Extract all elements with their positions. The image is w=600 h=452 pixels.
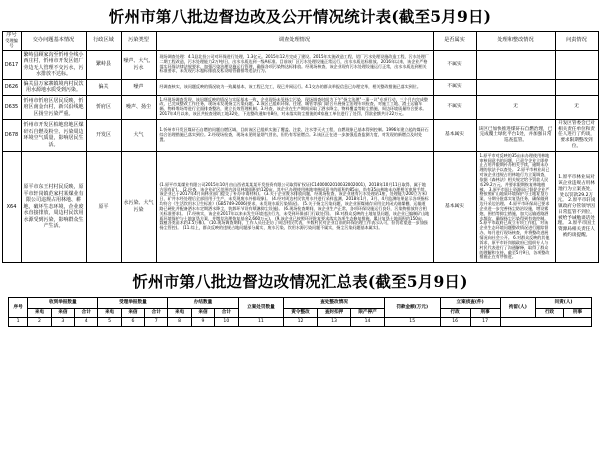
- header-rectification: 处理和整改情况: [476, 32, 555, 51]
- row-rectification: [476, 79, 555, 95]
- row-is-true: 不属实: [433, 95, 476, 119]
- row-pollution-type: 大气: [121, 120, 156, 152]
- row-no: D626: [2, 79, 21, 95]
- row-region: 原平: [86, 151, 121, 263]
- row-investigation: 经调查核实，该问题反映的情况较为一致属基本，该工程已完工，现已并网运行。4.1交办的群众举报信息已办理完毕，相关整改措施已落实到位。: [156, 79, 433, 95]
- row-pollution-type: 噪声、扬尘: [121, 95, 156, 119]
- row-pollution-type: 水污染、大气污染: [121, 151, 156, 263]
- summary-index-cell: 14: [351, 318, 385, 327]
- row-region: 繁峙县: [86, 50, 121, 79]
- header-no: [2, 32, 21, 51]
- row-case-info: 忻州市开发区柏地窑地区煤矸石自燃及粉尘、污染周边环境空气质量，影响居民生活。: [21, 120, 86, 152]
- statistics-table: [2, 31, 599, 263]
- table-row: [2, 79, 598, 95]
- row-rectification: 无: [476, 95, 555, 119]
- summary-sub-completed-total: 合计: [215, 309, 238, 318]
- header-pollution-type: 污染类型: [121, 32, 156, 51]
- summary-sub-accepted-call: 来电: [98, 309, 121, 318]
- summary-header-fine-amount: 罚款金额(万元): [384, 298, 440, 318]
- row-no: D635: [2, 95, 21, 119]
- summary-sub-production-limit: 限产停产: [351, 309, 385, 318]
- row-case-info: 繁峙县顾家沟至忻州全线小西庄村，忻州市开发区铝厂旁边无人管理不交污水，污水排放不达标。: [21, 50, 86, 79]
- summary-index-cell: 2: [28, 318, 51, 327]
- row-region: 偏关: [86, 79, 121, 95]
- row-investigation: (1.原平市某煤业有限公司2015年10月由山西省某某某开发投资有限公司取得矿权证(C1400002010032002001)，2018年10月11日取得、属于地方国有矿)。 (2.经查，该企业矿区范围内涉及林地面积约120亩，其中已办理使用林地审核同意书的面积约85亩，尚有35亩林地未办理相关审批手续，该企业已于2017年4月向林业部门提交了补办申请材料)。 (3.关于企业废水排放问题，经现场检查，该企业建有污水处理站1座，处理能力200立方米/日，矿井水经处理后全部回用于生产，未发现废水外排现象)。 (4.经对周边村民饮用水井进行采样监测，2018年1月、3月、4月监测结果显示各项指标均符合《生活饮用水卫生标准》(GB5749-2006)要求，未发现水质污染情况)。 (5.关于扬尘污染问题，该企业原煤储存采用全封闭式储煤棚，运输道路已硬化并配备洒水车定期洒水降尘，装卸环节设有喷淋抑尘设施)。 (6.现场检查期间，该企业生产正常，各项环保设施运行良好，污染物排放符合相关标准要求)。 (7.经核实，该企业2017年以来未发生环境违法行为，未受到环保部门行政处罚)。 (8.对群众反映的土地复垦问题，该企业已编制矿山地质环境保护与土地复垦方案，并缴存治理恢复基金2,660万元)。 (9.该企业已按照环评批复要求落实各项生态修复措施，累计复垦土地面积约150亩，栽植各类苗木约3.5万株)。 (10.现场调查期间，工作人员还走访了周边村民代表，多数村民对企业目前的环保治理工作表示认可，但仍希望进一步加强扬尘管控)。 (11.综上，群众反映的违规占地问题部分属实，废水污染、饮用水源污染问题不属实，扬尘污染问题基本属实)。: [156, 151, 433, 263]
- summary-index-cell: 9: [191, 318, 214, 327]
- row-no: D678: [2, 120, 21, 152]
- summary-header-penalty-count: 立案处罚数量: [238, 298, 284, 318]
- summary-sub-accepted-total: 合计: [145, 309, 168, 318]
- summary-index-cell: 17: [470, 318, 500, 327]
- summary-sub-accountability-administrative: 行政: [536, 309, 564, 318]
- summary-sub-received-total: 合计: [75, 309, 98, 318]
- row-is-true: 不属实: [433, 50, 476, 79]
- summary-index-cell: 8: [168, 318, 191, 327]
- summary-header-completed: 办结数量: [168, 298, 238, 309]
- row-investigation: 1.经现场调查发现，该问题反映的情况与实际基本一致，企业现场未见扬尘污染，现场调查时间为下午"扬尘治理"一事一议"专项行动，三个月内完成整改，已完成整改工作任务，现场未发现扬尘污染问题。2.该区已组织环保、住建、城管等部门联合开展扬尘治理专项检查，对施工工地、渣土运输车辆、物料堆场等进行全面排查整治，建立长效管理机制。3.经查，该企业在生产期间采取了洒水降尘、物料覆盖等防尘措施，周边环境质量符合要求。2017年4月以来，该区共检查建筑工地32处，下达整改通知书8份，对未落实防尘措施的4家施工单位进行了处罚，罚款金额共计22万元。: [156, 95, 433, 119]
- header-region: 行政区域: [86, 32, 121, 51]
- table-row: [2, 95, 598, 119]
- summary-header-case-filing: 立案侦查(件): [440, 298, 500, 309]
- row-region: 开发区: [86, 120, 121, 152]
- page-title-1: 忻州市第八批边督边改及公开情况统计表(截至5月9日): [108, 7, 492, 26]
- summary-index-cell: 12: [284, 318, 318, 327]
- row-no: D617: [2, 50, 21, 79]
- summary-sub-seized: 查封扣押: [317, 309, 351, 318]
- row-region: 忻府区: [86, 95, 121, 119]
- table-header-row: [2, 32, 598, 51]
- row-no: X64: [2, 151, 21, 263]
- header-is-true: 是否属实: [433, 32, 476, 51]
- row-is-true: 基本属实: [433, 151, 476, 263]
- summary-index-cell: 7: [145, 318, 168, 327]
- summary-index-cell: 5: [98, 318, 121, 327]
- row-accountability: [555, 79, 598, 95]
- table-row: [2, 151, 598, 263]
- summary-header-accepted: 受理举报数量: [98, 298, 168, 309]
- summary-sub-accountability-criminal: 刑事: [564, 309, 592, 318]
- header-case-info: 交办问题基本情况: [21, 32, 86, 51]
- header-investigation: 调查处理情况: [156, 32, 433, 51]
- summary-index-cell: 10: [215, 318, 238, 327]
- row-rectification: [476, 50, 555, 79]
- summary-index-cell: 16: [440, 318, 470, 327]
- row-investigation: 1.忻州市开发区煤矸石自燃的问题自燃区域，目前该区已组织实施了覆盖、注浆、注水等灭火工程，自燃现象已基本得到控制。1996年建立起的煤矸石综合治理措施已落实到位。2.经现场检查，现场未见明显烟气冒出，但仍有零星燃点。3.该区正在进一步加强巡查监测力度，对发现的新燃点及时处置。: [156, 120, 433, 152]
- row-is-true: 不属实: [433, 79, 476, 95]
- row-accountability: 1.原平市林业局对该企业违规占用林地行为立案查处，处以罚款29.2万元。 2.原平市轩岗镇政府分管领导因日常监管不到位，被给予诫勉谈话处理。 3.原平市国土资源局相关责任人被约谈提醒。: [555, 151, 598, 263]
- summary-sub-received-letter: 来信: [51, 309, 74, 318]
- summary-sub-completed-letter: 来信: [191, 309, 214, 318]
- summary-sub-criminal: 刑事: [470, 309, 500, 318]
- row-case-info: 忻州市忻府区居民反映，忻府区南金台村，新兴沿线地区扬尘污染严重。: [21, 95, 86, 119]
- summary-sub-ordered-rectify: 责令整改: [284, 309, 318, 318]
- summary-header-no: 序号: [9, 298, 28, 318]
- summary-index-row: [9, 318, 592, 327]
- summary-index-cell: 6: [121, 318, 144, 327]
- row-rectification: 该区已加快推进煤矸石自燃治理，已完成覆土绿化平台1处，并加强日常巡查监管。: [476, 120, 555, 152]
- summary-sub-administrative: 行政: [440, 309, 470, 318]
- summary-index-cell: 4: [75, 318, 98, 327]
- summary-sub-accepted-letter: 来信: [121, 309, 144, 318]
- summary-sub-completed-call: 来电: [168, 309, 191, 318]
- summary-index-cell: 15: [384, 318, 440, 327]
- summary-header-received: 收到举报数量: [28, 298, 98, 309]
- row-pollution-type: 噪声、大气、污水: [121, 50, 156, 79]
- summary-index-cell: 1: [9, 318, 28, 327]
- row-rectification: 1.原平市对反映的35亩未办理使用林地审核同意书的问题，已责令企业立即停止占用并限期补办相关手续，逾期未办理的依法予以查处。 2.原平市林业局已对该企业违规占用林地行为立案调查，依据《森林法》相关规定给予罚款人民币29.2万元，并要求限期恢复林地植被。 3.原平市国土资源局已督促企业严格按照矿山地质环境保护与土地复垦方案，分期分批落实复垦任务，确保做到边开采边治理。 4.原平市环保局已要求企业进一步完善扬尘防治设施，增设雾炮、围挡等抑尘措施，加大运输道路洒水频次，确保扬尘污染得到有效控制。 5.原平市政府已成立专项工作组，对该企业生态环境问题整改情况进行跟踪督办，每月进行现场核查，并将整改进展情况向社会公开。 6.对群众反映的其他诉求，原平市轩岗镇政府已组织专人与村民代表进行了沟通解释，取得了群众的理解和支持。截至5月9日，各项整改措施正在有序推进。: [476, 151, 555, 263]
- row-case-info: 原平市东王村村民反映，原平市轩岗镇范家村某煤业有限公司违规占用林地、耕地，破坏生态环境，企业废水直接排放，周边村民饮用水源受到污染，影响群众生产生活。: [21, 151, 86, 263]
- row-investigation: 现场调查处理：4.1县北投公司对环保进行处理，1.3亿元。2015年12月完成了建设。2015年实施改造工程，铝厂污水处理设施改造工程，污水处理厂二期工程改造，污水处理能力2万吨/日，出水水质达到一级A标准。目前该厂区污水处理设施正常运行，出水水质达标排放。2016年以来，该企业严格落实环保法律法规要求，加强污染治理设施运行管理，确保各项污染物达标排放。经现场核查，该企业现有污水处理设施运行正常，出水水质达到相关标准要求，未发现污水超标排放及私设暗管偷排等违法行为。: [156, 50, 433, 79]
- summary-group-header-row: [9, 298, 592, 309]
- row-is-true: 基本属实: [433, 120, 476, 152]
- summary-index-cell: 11: [238, 318, 284, 327]
- row-accountability: [555, 50, 598, 79]
- header-accountability: 问责情况: [555, 32, 598, 51]
- table-row: [2, 50, 598, 79]
- row-pollution-type: 噪声: [121, 79, 156, 95]
- page-title-2: 忻州市第八批边督边改情况汇总表(截至5月9日): [132, 272, 468, 292]
- row-accountability: 无: [555, 95, 598, 119]
- summary-sub-received-call: 来电: [28, 309, 51, 318]
- summary-header-detention: 拘留(人): [500, 298, 536, 318]
- summary-index-cell: 13: [317, 318, 351, 327]
- table-row: [2, 120, 598, 152]
- summary-table: [8, 297, 592, 327]
- summary-header-rectification: 查处整改情况: [284, 298, 385, 309]
- summary-index-cell: 3: [51, 318, 74, 327]
- summary-header-accountability: 问责(人): [536, 298, 592, 309]
- header-no-label: 序号: [6, 32, 17, 38]
- header-no-sub: 受理编号: [5, 37, 18, 48]
- row-case-info: 偏关县万家寨镇境内村民饮用水源地水质受到污染。: [21, 79, 86, 95]
- row-accountability: 开发区管委会已对相关责任单位和责任人进行了约谈，要求限期整改到位。: [555, 120, 598, 152]
